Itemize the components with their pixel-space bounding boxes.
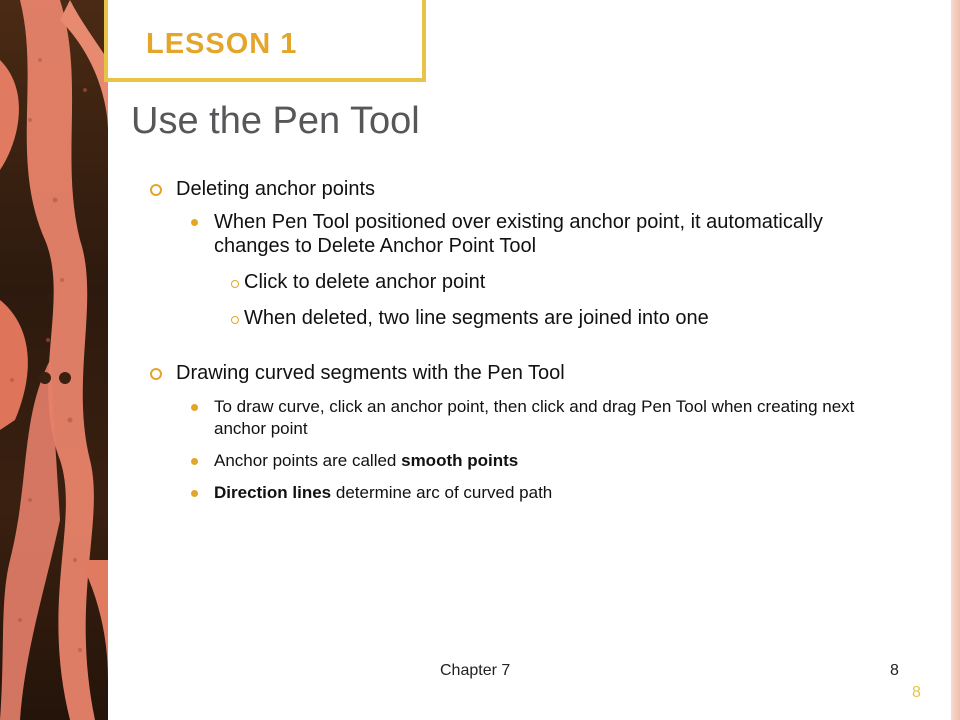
bullet-level2: To draw curve, click an anchor point, then click and drag Pen Tool when creating next anchor point <box>150 396 890 440</box>
footer-page-number: 8 <box>890 662 899 679</box>
bullet-level2: Direction lines determine arc of curved path <box>150 482 890 504</box>
bullet-level3: When deleted, two line segments are joined into one <box>150 306 890 330</box>
filled-bullet-icon <box>191 490 198 497</box>
right-edge-decoration <box>951 0 960 720</box>
slide-title: Use the Pen Tool <box>131 100 420 142</box>
bullet-level3: Click to delete anchor point <box>150 270 890 294</box>
bullet-level1: Drawing curved segments with the Pen Tool <box>150 360 890 386</box>
footer-chapter: Chapter 7 <box>440 662 511 679</box>
hollow-bullet-icon <box>150 184 162 196</box>
bullet-level2: When Pen Tool positioned over existing anchor point, it automatically changes to Delete Anchor Point Tool <box>150 210 890 258</box>
filled-bullet-icon <box>191 219 198 226</box>
small-hollow-bullet-icon <box>231 280 239 288</box>
slide-content <box>150 172 890 504</box>
filled-bullet-icon <box>191 458 198 465</box>
filled-bullet-icon <box>191 404 198 411</box>
coral-image <box>0 0 108 720</box>
bullet-level1: Deleting anchor points <box>150 176 890 202</box>
hollow-bullet-icon <box>150 368 162 380</box>
corner-page-number: 8 <box>912 684 921 701</box>
small-hollow-bullet-icon <box>231 316 239 324</box>
bullet-level2: Anchor points are called smooth points <box>150 450 890 472</box>
lesson-label: LESSON 1 <box>146 28 298 60</box>
